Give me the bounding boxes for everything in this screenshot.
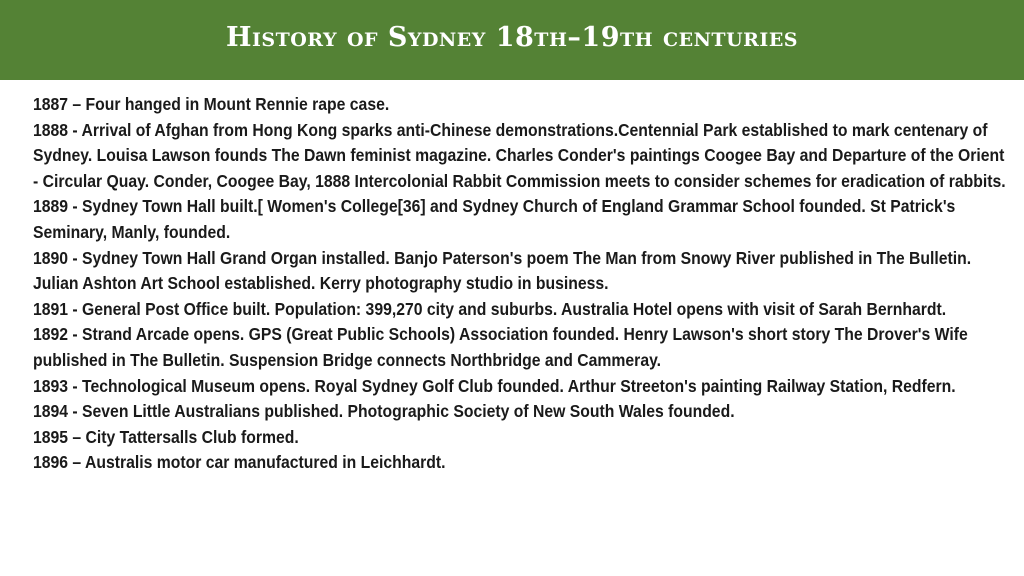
timeline-entry-1895: 1895 – City Tattersalls Club formed. bbox=[33, 426, 299, 447]
timeline-entry-1892: 1892 - Strand Arcade opens. GPS (Great Public Schools) Association founded. Henry Lawson's short story The Drover's Wife published in The Bulletin. Suspension Bridge connects Northbridge and Cammeray. bbox=[33, 324, 968, 370]
timeline-entry-1890: 1890 - Sydney Town Hall Grand Organ installed. Banjo Paterson's poem The Man from Snowy River published in The Bulletin. Julian Ashton Art School established. Kerry photography studio in business. bbox=[33, 247, 972, 294]
timeline-list bbox=[33, 92, 1008, 476]
timeline-entry-1887: 1887 – Four hanged in Mount Rennie rape case. bbox=[33, 94, 390, 114]
timeline-entry-1891: 1891 - General Post Office built. Population: 399,270 city and suburbs. Australia Hotel opens with visit of Sarah Bernhardt. bbox=[33, 298, 947, 319]
timeline-entry-1896: 1896 – Australis motor car manufactured in Leichhardt. bbox=[33, 452, 446, 473]
slide-title: History of Sydney 18th–19th centuries bbox=[225, 21, 799, 53]
timeline-entry-1888: 1888 - Arrival of Afghan from Hong Kong sparks anti-Chinese demonstrations.Centennial Park established to mark centenary of Sydney. Louisa Lawson founds The Dawn feminist magazine. Charles Conder's paintings Coogee Bay and Departure of the Orient - Circular Quay. Conder, Coogee Bay, 1888 Intercolonial Rabbit Commission meets to consider schemes for eradication of rabbits. bbox=[33, 119, 1006, 191]
timeline-entry-1893: 1893 - Technological Museum opens. Royal Sydney Golf Club founded. Arthur Streeton's painting Railway Station, Redfern. bbox=[33, 375, 956, 396]
timeline-entry-1894: 1894 - Seven Little Australians published. Photographic Society of New South Wales founded. bbox=[33, 401, 735, 422]
title-bar bbox=[0, 0, 1024, 80]
timeline-entry-1889: 1889 - Sydney Town Hall built.[ Women's College[36] and Sydney Church of England Grammar School founded. St Patrick's Seminary, Manly, founded. bbox=[33, 196, 956, 242]
